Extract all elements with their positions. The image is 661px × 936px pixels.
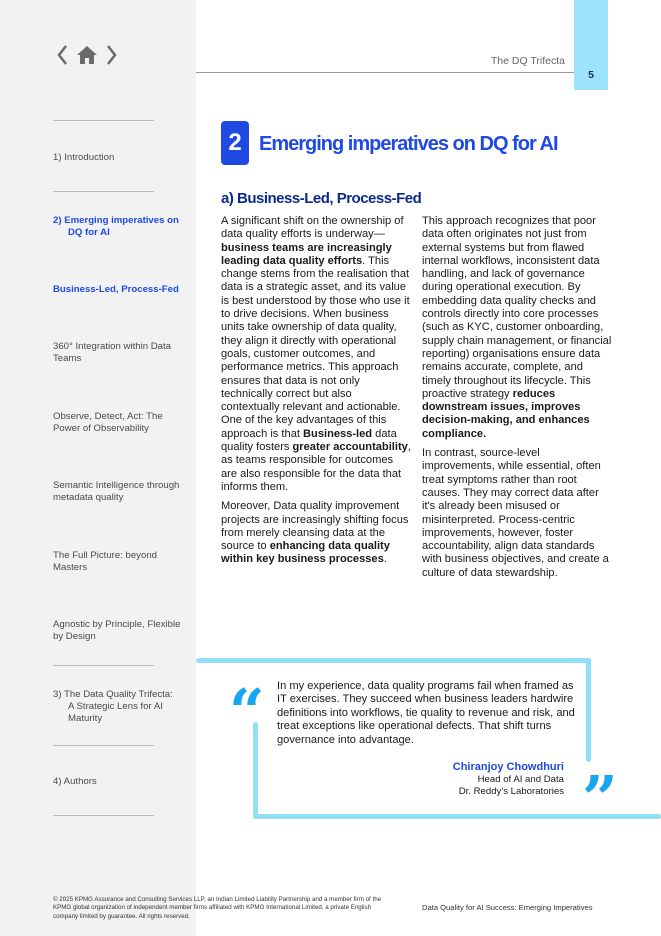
text: . <box>383 553 387 566</box>
body-paragraph <box>221 215 411 494</box>
bold-text: greater accountability <box>292 441 408 454</box>
bold-text: enhancing data quality within key business processes <box>221 540 390 566</box>
footer-doc-title: Data Quality for AI Success: Emerging Imperatives <box>422 903 593 912</box>
page-number: 5 <box>588 69 594 81</box>
toc-introduction[interactable]: 1) Introduction <box>53 152 115 163</box>
divider <box>53 191 154 192</box>
page-navigation <box>56 44 118 66</box>
divider <box>53 665 154 666</box>
body-column-right <box>422 215 612 586</box>
text: This approach recognizes that poor data often originates not just from external systems but from flawed internal workflows, inconsistent data handling, and lack of governance during operational execution. By embedding data quality checks and controls directly into core processes (such as KYC, customer onboarding, supply chain management, or financial reporting) organisations ensure data remains accurate, complete, and timely throughout its lifecycle. This proactive strategy <box>422 215 612 400</box>
text: In contrast, source-level improvements, while essential, often treat symptoms rather than root causes. They may correct data after it's already been misused or misinterpreted. Process-centric improvements, however, foster accountability, align data standards with business objectives, and create a culture of data stewardship. <box>422 447 609 579</box>
toc-observability[interactable]: Observe, Detect, Act: The Power of Observability <box>53 411 163 434</box>
sidebar <box>0 0 196 936</box>
toc-dq-trifecta[interactable]: 3) The Data Quality Trifecta: A Strategic Lens for AI Maturity <box>53 689 173 724</box>
quote-author-org: Dr. Reddy's Laboratories <box>458 786 564 797</box>
divider <box>53 745 154 746</box>
section-subtitle: a) Business-Led, Process-Fed <box>221 190 422 207</box>
header-section-title: The DQ Trifecta <box>490 55 565 67</box>
text: , as teams responsible for outcomes are also responsible for the data that informs them. <box>221 441 411 493</box>
header-rule <box>196 72 574 73</box>
quote-border-right <box>586 658 591 762</box>
chevron-right-icon[interactable] <box>106 44 118 66</box>
bold-text: Business-led <box>303 427 373 440</box>
footer-legal: © 2025 KPMG Assurance and Consulting Services LLP, an Indian Limited Liability Partnership and a member firm of the KPMG global organization of independent member firms affiliated with KPMG International Limited, a private English company limited by guarantee. All rights reserved. <box>53 896 382 920</box>
divider <box>53 815 154 816</box>
text: Moreover, Data quality improvement projects are increasingly shifting focus from merely cleansing data at the source to <box>221 500 409 553</box>
body-paragraph <box>422 447 612 580</box>
bold-text: reduces downstream issues, improves decision-making, and enhances compliance. <box>422 387 590 440</box>
toc-agnostic[interactable]: Agnostic by Principle, Flexible by Design <box>53 619 181 642</box>
page-title: Emerging imperatives on DQ for AI <box>259 133 558 155</box>
close-quote-icon: ” <box>582 762 618 835</box>
quote-author-name: Chiranjoy Chowdhuri <box>452 761 564 773</box>
quote-border-top <box>196 658 591 663</box>
toc-360-integration[interactable]: 360° Integration within Data Teams <box>53 341 171 364</box>
toc-emerging-imperatives[interactable]: 2) Emerging imperatives on DQ for AI <box>53 215 179 238</box>
toc-authors[interactable]: 4) Authors <box>53 776 97 787</box>
text: data quality fosters <box>221 427 397 454</box>
home-icon[interactable] <box>76 45 98 65</box>
body-paragraph <box>221 500 411 566</box>
divider <box>53 120 154 121</box>
toc-full-picture[interactable]: The Full Picture: beyond Masters <box>53 550 157 573</box>
quote-author-role: Head of AI and Data <box>477 773 564 785</box>
quote-text: In my experience, data quality programs fail when framed as IT exercises. They succeed when business leaders hardwire definitions into workflows, tie quality to revenue and risk, and treat exceptions like operational defects. That shift turns governance into advantage. <box>277 680 575 746</box>
body-paragraph <box>422 215 612 441</box>
section-number-badge: 2 <box>221 121 249 165</box>
bold-text: business teams are increasingly leading data quality efforts <box>221 241 392 267</box>
toc-semantic-intelligence[interactable]: Semantic Intelligence through metadata quality <box>53 480 180 503</box>
page-number-tab <box>574 0 608 90</box>
chevron-left-icon[interactable] <box>56 44 68 66</box>
quote-attribution <box>453 761 564 799</box>
text: . This change stems from the realisation that data is a strategic asset, and its value is best understood by those who use it to drive decisions. When business units take ownership of data quality, they align it directly with operational goals, customer outcomes, and performance metrics. This approach ensures that data is not only technically correct but also contextually relevant and actionable. One of the key advantages of this approach is that <box>221 254 410 440</box>
text: A significant shift on the ownership of data quality efforts is underway— <box>221 215 404 241</box>
open-quote-icon: “ <box>229 675 265 748</box>
toc-business-led[interactable]: Business-Led, Process-Fed <box>53 284 179 295</box>
body-column-left <box>221 215 411 573</box>
